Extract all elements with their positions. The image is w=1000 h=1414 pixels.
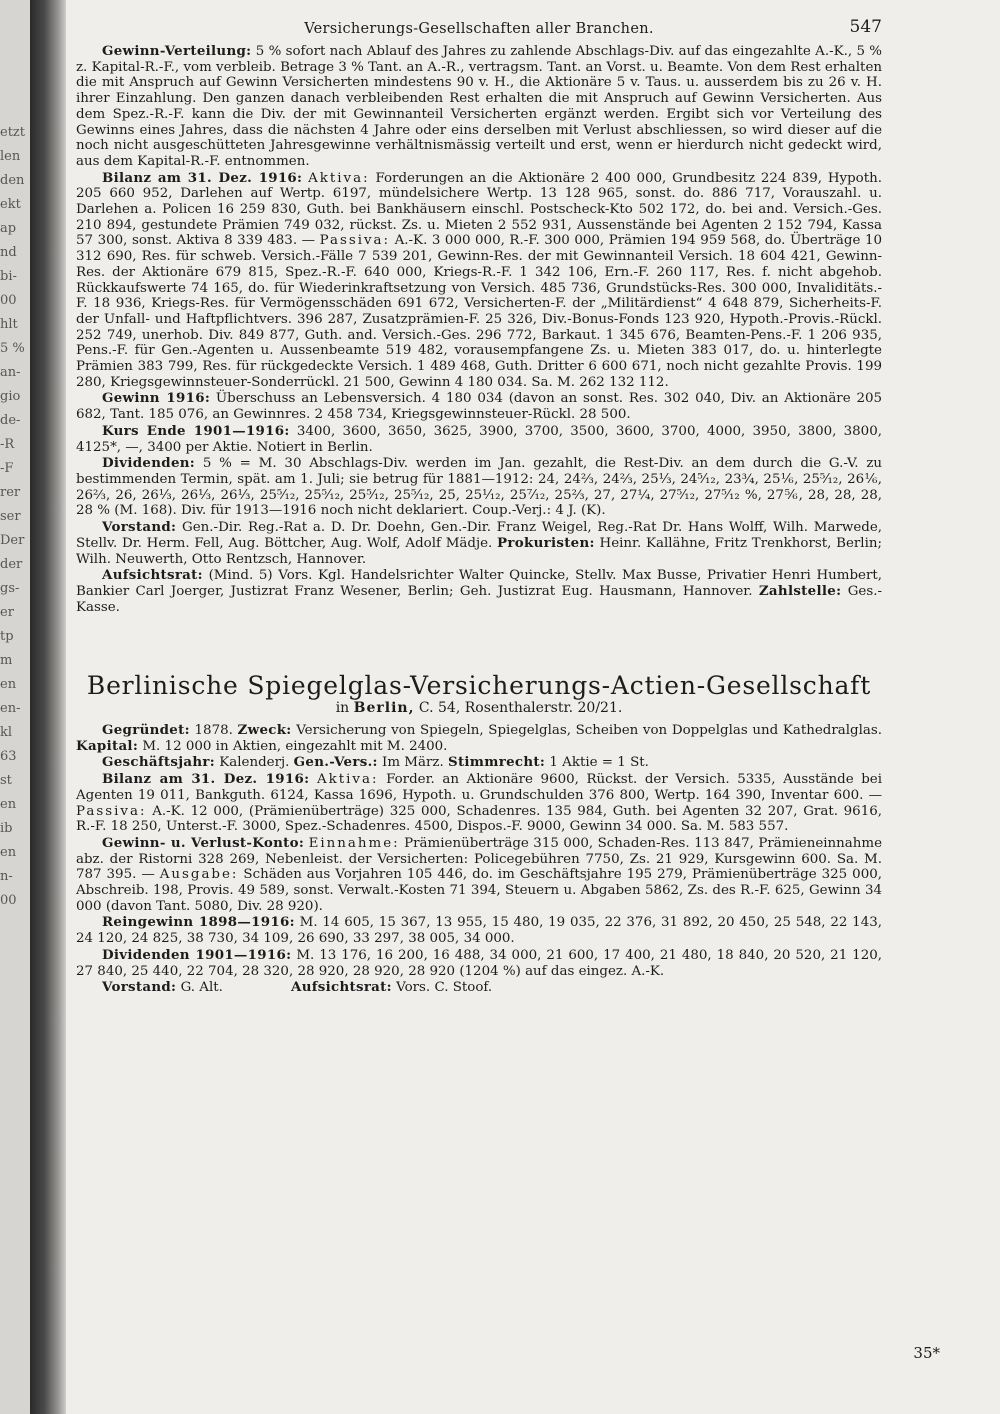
aktiva2-label: Aktiva: xyxy=(316,772,379,788)
gutter-fragment: -R xyxy=(0,437,15,452)
gegruendet-paragraph xyxy=(76,723,882,754)
passiva-label: Passiva: xyxy=(319,233,391,249)
zweck-text: Versicherung von Spiegeln, Spiegelglas, Scheiben von Doppelglas und Kathedralglas. xyxy=(296,723,882,739)
reingewinn-text: M. 14 605, 15 367, 13 955, 15 480, 19 035, 22 376, 31 892, 20 450, 25 548, 22 143, 24 120, 24 825, 38 730, 34 109, 26 690, 33 297, 38 005, 34 000. xyxy=(76,915,882,947)
gewinn-1916-text: Überschuss an Lebensversich. 4 180 034 (davon an sonst. Res. 302 040, Div. an Aktionäre 205 682, Tant. 185 076, an Gewinnres. 2 458 734, Kriegsgewinnsteuer-Rückl. 28 500. xyxy=(76,391,882,423)
gutter-fragment: 63 xyxy=(0,749,17,764)
geschaeftsjahr-paragraph xyxy=(76,755,882,771)
page-content xyxy=(76,18,882,997)
vorstand-label: Vorstand: xyxy=(102,519,177,536)
stimmrecht-text: 1 Aktie = 1 St. xyxy=(549,755,649,771)
gutter-fragment: de- xyxy=(0,413,21,428)
gutter-fragment: en- xyxy=(0,701,21,716)
gutter-fragment: 5 % xyxy=(0,341,25,356)
gutter-fragment: 00 xyxy=(0,893,17,908)
gewinn-1916-paragraph xyxy=(76,391,882,422)
gegruendet-label: Gegründet: xyxy=(102,722,190,739)
kurs-paragraph xyxy=(76,424,882,455)
gutter-fragment: tp xyxy=(0,629,14,644)
dividenden-label: Dividenden: xyxy=(102,455,196,472)
aufsichtsrat-text: (Mind. 5) Vors. Kgl. Handelsrichter Walter Quincke, Stellv. Max Busse, Privatier Henri Humbert, Bankier Carl Joerger, Justizrat Franz Wesener, Berlin; Geh. Justizrat Eug. Hausmann, Hannover. xyxy=(76,568,882,599)
company-title: Berlinische Spiegelglas-Versicherungs-Actien-Gesellschaft xyxy=(86,671,872,701)
dividenden2-label: Dividenden 1901—1916: xyxy=(102,946,292,963)
book-page xyxy=(66,0,1000,1414)
aktiva-text: Forderungen an die Aktionäre 2 400 000, Grundbesitz 224 839, Hypoth. 205 660 952, Darlehen auf Wertp. 6197, mündelsichere Wertp. 13 128 965, sonst. do. 886 717, Vorauszahl. u. Darlehen a. Policen 16 259 830, Guth. bei Bankhäusern einschl. Postscheck-Kto 502 172, do. bei and. Versich.-Ges. 210 894, gestundete Prämien 749 032, rückst. Zs. u. Mieten 2 552 931, Aussenstände bei Agenten 2 152 794, Kassa 57 300, sonst. Aktiva 8 339 483. — xyxy=(76,170,882,249)
gutter-fragment: gs- xyxy=(0,581,20,596)
gutter-fragment: st xyxy=(0,773,12,788)
gutter-fragment: hlt xyxy=(0,317,18,332)
gutter-fragment: m xyxy=(0,653,13,668)
gutter-fragment: Der xyxy=(0,533,25,548)
geschaeftsjahr-label: Geschäftsjahr: xyxy=(102,754,215,771)
gutter-fragment: 00 xyxy=(0,293,17,308)
vorstand-text: Gen.-Dir. Reg.-Rat a. D. Dr. Doehn, Gen.-Dir. Franz Weigel, Reg.-Rat Dr. Hans Wolff, Wilh. Marwede, Stellv. Dr. Herm. Fell, Aug. Böttcher, Aug. Wolf, Adolf Mädje. xyxy=(76,520,882,551)
prokuristen-text: Heinr. Kallähne, Fritz Trenkhorst, Berlin; Wilh. Neuwerth, Otto Rentzsch, Hannover. xyxy=(76,535,882,567)
gewinn-verteilung-paragraph xyxy=(76,44,882,170)
aktiva2-text: Forder. an Aktionäre 9600, Rückst. der Versich. 5335, Ausstände bei Agenten 19 011, Bankguth. 6124, Kassa 1696, Hypoth. u. Grundschulden 376 800, Wertp. 164 390, Inventar 600. — xyxy=(76,772,882,803)
company-address xyxy=(76,701,882,717)
gewinn-verlust-paragraph xyxy=(76,836,882,915)
address-prefix: in xyxy=(335,700,350,717)
gutter-fragment: gio xyxy=(0,389,21,404)
bilanz-paragraph xyxy=(76,171,882,391)
gutter-fragment: ap xyxy=(0,221,17,236)
gutter-fragment: an- xyxy=(0,365,21,380)
einnahme-text: Prämienüberträge 315 000, Schaden-Res. 113 847, Prämieneinnahme abz. der Ristorni 328 269, Nebenleist. der Versicherten: Policegebühren 7750, Zs. 21 929, Kursgewinn 600. Sa. M. 787 395. — xyxy=(76,835,883,883)
gutter-fragment: den xyxy=(0,173,25,188)
gutter-fragment: -F xyxy=(0,461,14,476)
gen-vers-label: Gen.-Vers.: xyxy=(293,754,378,771)
ausgabe-label: Ausgabe: xyxy=(159,867,239,883)
stimmrecht-label: Stimmrecht: xyxy=(447,754,546,771)
gutter-fragment: der xyxy=(0,557,23,572)
running-header xyxy=(76,18,882,44)
gutter-fragment: er xyxy=(0,605,14,620)
gewinn-verteilung-label: Gewinn-Verteilung: xyxy=(102,43,252,59)
geschaeftsjahr-text: Kalenderj. xyxy=(219,755,290,771)
gegruendet-text: 1878. xyxy=(194,723,233,739)
einnahme-label: Einnahme: xyxy=(308,835,400,851)
address-rest: C. 54, Rosenthalerstr. 20/21. xyxy=(418,700,623,717)
gutter-fragment: n- xyxy=(0,869,13,884)
address-city: Berlin, xyxy=(353,700,415,717)
gutter-fragment: nd xyxy=(0,245,17,260)
dividenden2-paragraph xyxy=(76,948,882,979)
kapital-text: M. 12 000 in Aktien, eingezahlt mit M. 2400. xyxy=(142,738,448,754)
gutter-fragment: etzt xyxy=(0,125,25,140)
gutter-fragment: en xyxy=(0,797,17,812)
gutter-fragment: en xyxy=(0,677,17,692)
gutter-fragment: kl xyxy=(0,725,13,740)
bilanz-label: Bilanz am 31. Dez. 1916: xyxy=(102,169,303,186)
page-number: 547 xyxy=(849,17,882,37)
ausgabe-text: Schäden aus Vorjahren 105 446, do. im Geschäftsjahre 195 279, Prämienüberträge 325 000, Abschreib. 198, Provis. 49 589, sonst. Verwalt.-Kosten 71 394, Steuern u. Abgaben 5862, Zs. des R.-F. 625, Gewinn 34 000 (davon Tant. 5080, Div. 28 920). xyxy=(76,867,882,914)
bilanz2-label: Bilanz am 31. Dez. 1916: xyxy=(102,771,310,788)
gewinn-verteilung-text: 5 % sofort nach Ablauf des Jahres zu zahlende Abschlags-Div. auf das eingezahlte A.-K., 5 % z. Kapital-R.-F., vom verbleib. Betrage 3 % Tant. an A.-R., vertragsm. Tant. an Vorst. u. Beamte. Von dem Rest erhalten die mit Anspruch auf Gewinn Versicherten mindestens 90 v. H., die Aktionäre 5 v. Taus. u. ausserdem bis zu 26 v. H. ihrer Einzahlung. Den ganzen danach verbleibenden Rest erhalten die mit Anspruch auf Gewinn Versicherten. Aus dem Spez.-R.-F. kann die Div. der mit Gewinnanteil Versicherten ergänzt werden. Ergibt sich vor Verteilung des Gewinns eines Jahres, dass die nächsten 4 Jahre oder eins derselben mit Verlust abschliessen, so wird dieser auf die noch nicht ausgeschütteten Jahresgewinne verhältnismässig verteilt und erst, wenn er hierdurch nicht gedeckt wird, aus dem Kapital-R.-F. entnommen. xyxy=(76,44,883,169)
vorstand-paragraph xyxy=(76,520,882,567)
kurs-label: Kurs Ende 1901—1916: xyxy=(102,422,290,439)
gewinn-1916-label: Gewinn 1916: xyxy=(102,390,211,407)
aufsichtsrat2-label: Aufsichtsrat: xyxy=(291,979,392,996)
gutter-fragment: len xyxy=(0,149,21,164)
printer-signature: 35* xyxy=(913,1344,940,1362)
zweck-label: Zweck: xyxy=(237,722,292,739)
bilanz2-paragraph xyxy=(76,772,882,835)
adjacent-page-gutter xyxy=(0,0,30,1414)
running-title: Versicherungs-Gesellschaften aller Branchen. xyxy=(304,21,654,37)
gutter-fragment: rer xyxy=(0,485,21,500)
kurs-text: 3400, 3600, 3650, 3625, 3900, 3700, 3500, 3600, 3700, 4000, 3950, 3800, 3800, 4125*, —, 3400 per Aktie. Notiert in Berlin. xyxy=(76,423,882,455)
book-spine xyxy=(30,0,66,1414)
gutter-fragment: ib xyxy=(0,821,13,836)
gutter-fragment: ekt xyxy=(0,197,21,212)
dividenden-paragraph xyxy=(76,456,882,519)
dividenden-text: 5 % = M. 30 Abschlags-Div. werden im Jan. gezahlt, die Rest-Div. an dem durch die G.-V. zu bestimmenden Termin, spät. am 1. Juli; sie betrug für 1881—1912: 24, 24⅔, 24⅔, 25⅓, 24⁵⁄₁₂, 23¾, 25⅙, 25⁵⁄₁₂, 26⅙, 26⅔, 26, 26⅓, 26⅓, 26⅓, 25⁵⁄₁₂, 25⁵⁄₁₂, 25⁵⁄₁₂, 25⁵⁄₁₂, 25, 25⅟₁₂, 25⁷⁄₁₂, 25⅔, 27, 27¼, 27⁵⁄₁₂, 27⁵⁄₁₂ %, 27⅚, 28, 28, 28, 28 % (M. 168). Div. für 1913—1916 noch nicht deklariert. Coup.-Verj.: 4 J. (K). xyxy=(76,456,883,519)
prokuristen-label: Prokuristen: xyxy=(497,534,595,551)
reingewinn-label: Reingewinn 1898—1916: xyxy=(102,914,295,931)
zahlstelle-label: Zahlstelle: xyxy=(758,582,842,599)
aufsichtsrat-paragraph xyxy=(76,568,882,615)
aufsichtsrat2-text: Vors. C. Stoof. xyxy=(396,980,493,996)
vorstand2-label: Vorstand: xyxy=(102,979,177,996)
dividenden2-text: M. 13 176, 16 200, 16 488, 34 000, 21 600, 17 400, 21 480, 18 840, 20 520, 21 120, 27 840, 25 440, 22 704, 28 320, 28 920, 28 920, 28 920 (1204 %) auf das eingez. A.-K. xyxy=(76,947,882,979)
zahlstelle-text: Ges.-Kasse. xyxy=(76,583,882,615)
kapital-label: Kapital: xyxy=(76,737,139,754)
gutter-fragment: en xyxy=(0,845,17,860)
passiva2-text: A.-K. 12 000, (Prämienüberträge) 325 000, Schadenres. 135 984, Guth. bei Agenten 32 207, Grat. 9616, R.-F. 18 250, Unterst.-F. 3000, Spez.-Schadenres. 4500, Dispos.-F. 9000, Gewinn 34 000. Sa. M. 583 557. xyxy=(76,803,882,835)
gewinn-verlust-label: Gewinn- u. Verlust-Konto: xyxy=(102,834,305,851)
vorstand2-paragraph xyxy=(76,980,882,996)
gutter-fragment: ser xyxy=(0,509,21,524)
passiva2-label: Passiva: xyxy=(76,803,147,819)
gutter-fragment: bi- xyxy=(0,269,17,284)
passiva-text: A.-K. 3 000 000, R.-F. 300 000, Prämien 194 959 568, do. Überträge 10 312 690, Res. für schweb. Versich.-Fälle 7 539 201, Gewinn-Res. der mit Gewinnanteil Versich. 18 604 421, Gewinn-Res. der Aktionäre 679 815, Spez.-R.-F. 640 000, Kriegs-R.-F. 1 342 106, Ern.-F. 260 117, Res. f. nicht abgehob. Rückkaufswerte 74 165, do. für Wiederinkraftsetzung von Versich. 485 736, Grundstücks-Res. 300 000, Invaliditäts.-F. 18 936, Kriegs-Res. für Vermögensschäden 691 672, Versicherten-F. der „Militärdienst“ 4 648 879, Sicherheits-F. der Unfall- und Haftpflichtvers. 396 287, Zusatzprämien-F. 25 326, Div.-Bonus-Fonds 123 920, Hypoth.-Provis.-Rückl. 252 749, unerhob. Div. 849 877, Guth. and. Versich.-Ges. 296 772, Barkaut. 1 345 676, Beamten-Pens.-F. 1 206 935, Pens.-F. für Gen.-Agenten u. Aussenbeamte 519 482, vorausempfangene Zs. u. Mieten 383 017, do. u. hinterlegte Prämien 383 799, Res. für rückgedeckte Versich. 1 489 468, Guth. Dritter 6 600 671, noch nicht gezahlte Provis. 199 280, Kriegsgewinnsteuer-Sonderrückl. 21 500, Gewinn 4 180 034. Sa. M. 262 132 112. xyxy=(76,233,882,390)
aktiva-label: Aktiva: xyxy=(308,170,370,186)
reingewinn-paragraph xyxy=(76,915,882,946)
gen-vers-text: Im März. xyxy=(382,755,444,771)
vorstand2-text: G. Alt. xyxy=(180,980,223,996)
aufsichtsrat-label: Aufsichtsrat: xyxy=(102,567,203,584)
